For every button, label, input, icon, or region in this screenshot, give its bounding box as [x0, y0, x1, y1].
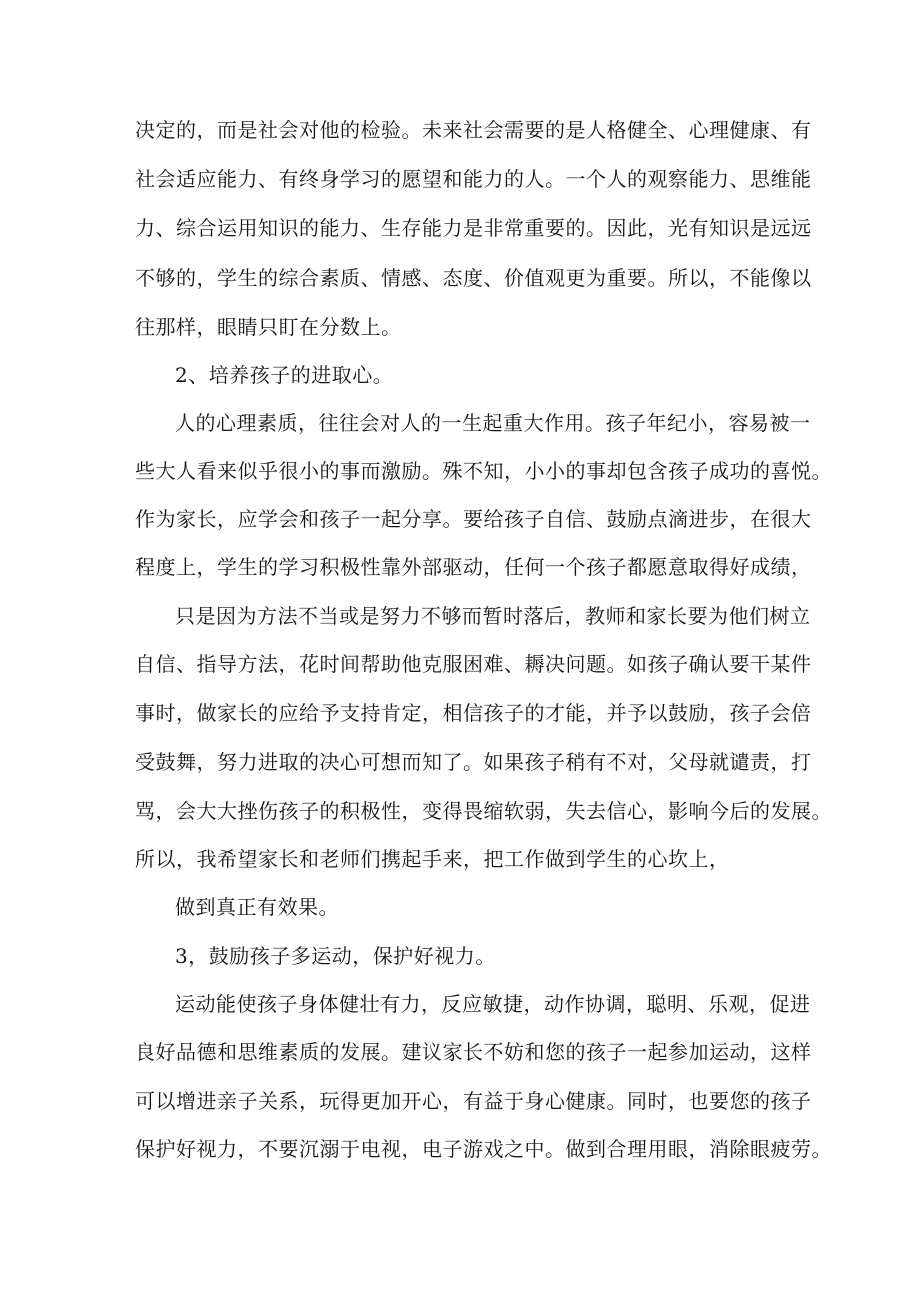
text-line: 保护好视力，不要沉溺于电视，电子游戏之中。做到合理用眼，消除眼疲劳。	[135, 1137, 832, 1161]
text-line: 只是因为方法不当或是努力不够而暂时落后，教师和家长要为他们树立	[175, 604, 811, 628]
text-line: 自信、指导方法，花时间帮助他克服困难、耨决问题。如孩子确认要干某件	[135, 652, 812, 676]
text-line: 人的心理素质，往往会对人的一生起重大作用。孩子年纪小，容易被一	[175, 411, 811, 435]
text-line: 受鼓舞，努力进取的决心可想而知了。如果孩子稍有不对，父母就谴责，打	[135, 750, 812, 774]
text-line: 事时，做家长的应给予支持肯定，相信孩子的才能，并予以鼓励，孩子会倍	[135, 701, 812, 725]
text-line: 骂，会大大挫伤孩子的积极性，变得畏缩软弱，失去信心，影响今后的发展。	[135, 799, 832, 823]
text-line: 作为家长，应学会和孩子一起分享。要给孩子自信、鼓励点滴进步，在很大	[135, 507, 812, 531]
text-line: 社会适应能力、有终身学习的愿望和能力的人。一个人的观察能力、思维能	[135, 167, 812, 191]
text-line: 往那样，眼睛只盯在分数上。	[135, 315, 402, 339]
text-line: 力、综合运用知识的能力、生存能力是非常重要的。因此，光有知识是远远	[135, 216, 812, 240]
text-line: 程度上，学生的学习积极性靠外部驱动，任何一个孩子都愿意取得好成绩，	[135, 555, 812, 579]
text-line: 运动能使孩子身体健壮有力，反应敏捷，动作协调，聪明、乐观，促进	[175, 992, 811, 1016]
text-line: 所以，我希望家长和老师们携起手来，把工作做到学生的心坎上，	[135, 847, 730, 871]
text-line: 良好品德和思维素质的发展。建议家长不妨和您的孩子一起参加运动，这样	[135, 1040, 812, 1064]
text-line: 些大人看来似乎很小的事而激励。殊不知，小小的事却包含孩子成功的喜悦。	[135, 459, 832, 483]
text-line: 可以增进亲子关系，玩得更加开心，有益于身心健康。同时，也要您的孩子	[135, 1089, 812, 1113]
section-heading: 2、培养孩子的进取心。	[175, 363, 394, 387]
text-line: 决定的，而是社会对他的检验。未来社会需要的是人格健全、心理健康、有	[135, 118, 812, 142]
text-line: 不够的，学生的综合素质、情感、态度、价值观更为重要。所以，不能像以	[135, 266, 812, 290]
section-heading: 3，鼓励孩子多运动，保护好视力。	[175, 944, 496, 968]
text-line: 做到真正有效果。	[175, 895, 339, 919]
